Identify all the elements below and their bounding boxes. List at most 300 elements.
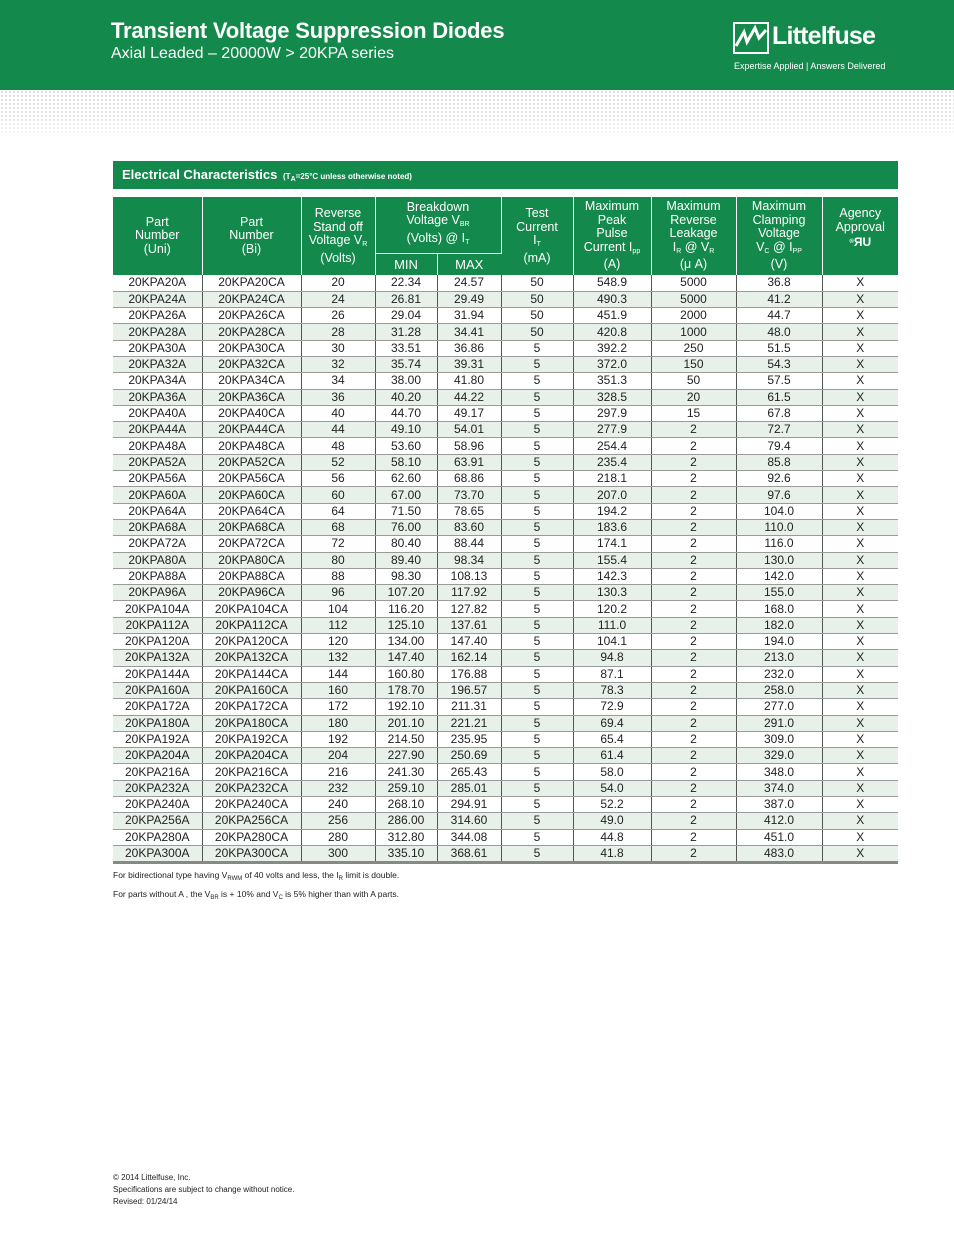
table-cell: 201.10 <box>375 715 437 731</box>
table-cell: 68.86 <box>437 471 501 487</box>
table-cell: 207.0 <box>573 487 651 503</box>
table-cell: 20KPA120A <box>113 634 202 650</box>
table-cell: 235.4 <box>573 454 651 470</box>
table-cell: 36.8 <box>736 275 822 291</box>
table-cell: X <box>822 585 898 601</box>
table-cell: 5 <box>501 813 573 829</box>
table-cell: 20KPA112CA <box>202 617 301 633</box>
table-cell: 265.43 <box>437 764 501 780</box>
table-cell: 20KPA132A <box>113 650 202 666</box>
table-cell: 40 <box>301 405 375 421</box>
table-cell: 49.0 <box>573 813 651 829</box>
table-cell: 387.0 <box>736 797 822 813</box>
table-row <box>113 324 898 340</box>
table-cell: 348.0 <box>736 764 822 780</box>
table-cell: 26 <box>301 308 375 324</box>
table-cell: 50 <box>501 275 573 291</box>
table-cell: 98.30 <box>375 568 437 584</box>
table-cell: 54.3 <box>736 356 822 372</box>
table-cell: 44.70 <box>375 405 437 421</box>
table-cell: 286.00 <box>375 813 437 829</box>
table-cell: 180 <box>301 715 375 731</box>
table-row <box>113 552 898 568</box>
table-cell: 451.9 <box>573 308 651 324</box>
table-cell: 112 <box>301 617 375 633</box>
table-cell: 20KPA160CA <box>202 682 301 698</box>
table-cell: 134.00 <box>375 634 437 650</box>
table-cell: X <box>822 650 898 666</box>
table-cell: 335.10 <box>375 845 437 862</box>
table-cell: X <box>822 422 898 438</box>
col-header-peak-pulse: Maximum Peak Pulse Current $I_{pp}$ (A) <box>573 197 651 275</box>
table-cell: 20KPA34A <box>113 373 202 389</box>
table-cell: 73.70 <box>437 487 501 503</box>
table-cell: 218.1 <box>573 471 651 487</box>
table-cell: 52.2 <box>573 797 651 813</box>
table-row <box>113 699 898 715</box>
table-cell: 5 <box>501 422 573 438</box>
table-cell: 142.0 <box>736 568 822 584</box>
table-cell: 20KPA34CA <box>202 373 301 389</box>
table-cell: 2000 <box>651 308 736 324</box>
table-cell: X <box>822 764 898 780</box>
table-cell: 297.9 <box>573 405 651 421</box>
table-cell: 150 <box>651 356 736 372</box>
table-cell: X <box>822 373 898 389</box>
table-cell: 48.0 <box>736 324 822 340</box>
table-cell: X <box>822 471 898 487</box>
table-cell: 20KPA32CA <box>202 356 301 372</box>
table-cell: 5 <box>501 340 573 356</box>
table-cell: 94.8 <box>573 650 651 666</box>
table-cell: 20KPA104CA <box>202 601 301 617</box>
table-cell: 20KPA32A <box>113 356 202 372</box>
table-cell: 344.08 <box>437 829 501 845</box>
table-cell: 53.60 <box>375 438 437 454</box>
table-row <box>113 585 898 601</box>
table-cell: 211.31 <box>437 699 501 715</box>
table-cell: 20KPA240A <box>113 797 202 813</box>
table-cell: 97.6 <box>736 487 822 503</box>
table-cell: 80.40 <box>375 536 437 552</box>
table-cell: 28 <box>301 324 375 340</box>
table-cell: 20KPA24A <box>113 291 202 307</box>
table-cell: X <box>822 813 898 829</box>
table-row <box>113 813 898 829</box>
table-cell: 176.88 <box>437 666 501 682</box>
table-cell: 232 <box>301 780 375 796</box>
table-cell: 194.2 <box>573 503 651 519</box>
col-header-breakdown: Breakdown Voltage $V_{BR}$ (Volts) @ $I_T$ <box>375 197 501 253</box>
table-cell: 20KPA80A <box>113 552 202 568</box>
table-cell: 294.91 <box>437 797 501 813</box>
table-cell: 80 <box>301 552 375 568</box>
table-cell: 50 <box>501 308 573 324</box>
table-cell: X <box>822 617 898 633</box>
table-row <box>113 650 898 666</box>
table-cell: 20KPA56A <box>113 471 202 487</box>
table-cell: X <box>822 340 898 356</box>
table-cell: 328.5 <box>573 389 651 405</box>
table-cell: 20KPA88CA <box>202 568 301 584</box>
table-cell: 44.7 <box>736 308 822 324</box>
table-cell: 108.13 <box>437 568 501 584</box>
table-row <box>113 617 898 633</box>
table-cell: 258.0 <box>736 682 822 698</box>
table-cell: 1000 <box>651 324 736 340</box>
table-cell: 20KPA40A <box>113 405 202 421</box>
table-cell: 259.10 <box>375 780 437 796</box>
table-cell: 2 <box>651 797 736 813</box>
table-cell: 39.31 <box>437 356 501 372</box>
table-cell: 20KPA72CA <box>202 536 301 552</box>
table-cell: 51.5 <box>736 340 822 356</box>
table-cell: 241.30 <box>375 764 437 780</box>
table-cell: 174.1 <box>573 536 651 552</box>
table-cell: 20KPA20CA <box>202 275 301 291</box>
table-cell: 182.0 <box>736 617 822 633</box>
section-title: Electrical Characteristics <box>122 167 278 182</box>
table-row <box>113 666 898 682</box>
table-cell: 89.40 <box>375 552 437 568</box>
table-cell: 250 <box>651 340 736 356</box>
table-cell: 240 <box>301 797 375 813</box>
table-cell: 20KPA180CA <box>202 715 301 731</box>
table-cell: 2 <box>651 536 736 552</box>
table-cell: 30 <box>301 340 375 356</box>
table-cell: 26.81 <box>375 291 437 307</box>
table-row <box>113 389 898 405</box>
table-cell: X <box>822 666 898 682</box>
table-cell: 194.0 <box>736 634 822 650</box>
table-cell: 5 <box>501 438 573 454</box>
table-cell: X <box>822 699 898 715</box>
table-cell: 20KPA64A <box>113 503 202 519</box>
table-row <box>113 764 898 780</box>
table-cell: X <box>822 634 898 650</box>
table-cell: 20KPA24CA <box>202 291 301 307</box>
table-cell: 5 <box>501 699 573 715</box>
table-cell: 254.4 <box>573 438 651 454</box>
table-cell: 137.61 <box>437 617 501 633</box>
table-cell: 368.61 <box>437 845 501 862</box>
table-row <box>113 797 898 813</box>
table-cell: 268.10 <box>375 797 437 813</box>
table-cell: 5 <box>501 845 573 862</box>
table-cell: 117.92 <box>437 585 501 601</box>
table-cell: 280 <box>301 829 375 845</box>
table-cell: 69.4 <box>573 715 651 731</box>
table-row <box>113 405 898 421</box>
table-cell: 2 <box>651 845 736 862</box>
table-cell: 2 <box>651 731 736 747</box>
page-header <box>0 0 954 90</box>
table-cell: 20KPA192A <box>113 731 202 747</box>
table-cell: 168.0 <box>736 601 822 617</box>
table-cell: 20KPA28CA <box>202 324 301 340</box>
table-cell: 61.5 <box>736 389 822 405</box>
table-row <box>113 780 898 796</box>
table-row <box>113 373 898 389</box>
table-cell: 20KPA204A <box>113 748 202 764</box>
table-cell: 490.3 <box>573 291 651 307</box>
table-cell: 20KPA104A <box>113 601 202 617</box>
copyright: © 2014 Littelfuse, Inc. <box>113 1173 191 1182</box>
table-cell: 5 <box>501 682 573 698</box>
table-cell: 2 <box>651 617 736 633</box>
table-cell: 104 <box>301 601 375 617</box>
table-cell: X <box>822 356 898 372</box>
table-cell: 20KPA172CA <box>202 699 301 715</box>
table-cell: 34 <box>301 373 375 389</box>
table-cell: X <box>822 536 898 552</box>
table-row <box>113 275 898 291</box>
table-cell: 312.80 <box>375 829 437 845</box>
table-cell: X <box>822 601 898 617</box>
table-cell: 20KPA120CA <box>202 634 301 650</box>
table-cell: X <box>822 438 898 454</box>
table-cell: 5 <box>501 780 573 796</box>
table-cell: 5 <box>501 373 573 389</box>
table-cell: 20KPA36CA <box>202 389 301 405</box>
table-cell: 20KPA280CA <box>202 829 301 845</box>
table-cell: 291.0 <box>736 715 822 731</box>
table-cell: X <box>822 324 898 340</box>
table-row <box>113 682 898 698</box>
table-cell: 85.8 <box>736 454 822 470</box>
table-cell: 34.41 <box>437 324 501 340</box>
table-cell: 120 <box>301 634 375 650</box>
table-cell: 5 <box>501 666 573 682</box>
table-cell: 20KPA30A <box>113 340 202 356</box>
table-cell: 155.4 <box>573 552 651 568</box>
table-cell: 5 <box>501 829 573 845</box>
table-cell: 227.90 <box>375 748 437 764</box>
table-cell: 309.0 <box>736 731 822 747</box>
table-cell: 20KPA256A <box>113 813 202 829</box>
table-cell: 31.94 <box>437 308 501 324</box>
table-cell: 20KPA204CA <box>202 748 301 764</box>
table-cell: 256 <box>301 813 375 829</box>
table-cell: X <box>822 715 898 731</box>
table-cell: 110.0 <box>736 519 822 535</box>
table-cell: X <box>822 797 898 813</box>
table-cell: 2 <box>651 585 736 601</box>
table-row <box>113 291 898 307</box>
table-cell: 2 <box>651 715 736 731</box>
table-cell: X <box>822 487 898 503</box>
table-cell: X <box>822 503 898 519</box>
table-row <box>113 731 898 747</box>
table-cell: 104.0 <box>736 503 822 519</box>
table-row <box>113 438 898 454</box>
table-cell: 20KPA180A <box>113 715 202 731</box>
table-cell: 20KPA72A <box>113 536 202 552</box>
table-cell: X <box>822 291 898 307</box>
table-cell: 20KPA232A <box>113 780 202 796</box>
table-cell: 277.9 <box>573 422 651 438</box>
table-cell: 20KPA68CA <box>202 519 301 535</box>
table-row <box>113 422 898 438</box>
table-notes <box>113 870 399 908</box>
disclaimer: Specifications are subject to change without notice. <box>113 1185 295 1194</box>
table-cell: 142.3 <box>573 568 651 584</box>
table-cell: 213.0 <box>736 650 822 666</box>
table-cell: 2 <box>651 780 736 796</box>
table-cell: 29.49 <box>437 291 501 307</box>
table-cell: 50 <box>501 324 573 340</box>
page-subtitle: Axial Leaded – 20000W > 20KPA series <box>111 45 394 62</box>
table-cell: 20KPA48CA <box>202 438 301 454</box>
table-cell: 116.0 <box>736 536 822 552</box>
table-cell: 5 <box>501 617 573 633</box>
table-cell: 20 <box>651 389 736 405</box>
table-cell: 2 <box>651 650 736 666</box>
table-cell: X <box>822 568 898 584</box>
table-row <box>113 340 898 356</box>
table-cell: 5 <box>501 471 573 487</box>
table-cell: 36.86 <box>437 340 501 356</box>
table-cell: 2 <box>651 471 736 487</box>
table-cell: 40.20 <box>375 389 437 405</box>
table-cell: 20KPA30CA <box>202 340 301 356</box>
table-cell: 5 <box>501 552 573 568</box>
table-cell: 20KPA64CA <box>202 503 301 519</box>
table-cell: X <box>822 845 898 862</box>
table-cell: 72 <box>301 536 375 552</box>
table-row <box>113 845 898 862</box>
table-cell: 420.8 <box>573 324 651 340</box>
table-cell: 62.60 <box>375 471 437 487</box>
table-cell: 329.0 <box>736 748 822 764</box>
table-cell: 61.4 <box>573 748 651 764</box>
table-row <box>113 454 898 470</box>
table-cell: 58.96 <box>437 438 501 454</box>
table-cell: 5 <box>501 389 573 405</box>
table-cell: 64 <box>301 503 375 519</box>
table-cell: 87.1 <box>573 666 651 682</box>
table-cell: 5 <box>501 356 573 372</box>
table-cell: 54.0 <box>573 780 651 796</box>
table-cell: 58.10 <box>375 454 437 470</box>
table-cell: 58.0 <box>573 764 651 780</box>
table-cell: 2 <box>651 764 736 780</box>
table-cell: 20KPA216A <box>113 764 202 780</box>
table-cell: 183.6 <box>573 519 651 535</box>
ul-recognized-icon: ®ЯU <box>849 235 872 249</box>
page-title: Transient Voltage Suppression Diodes <box>111 18 505 43</box>
table-cell: X <box>822 405 898 421</box>
table-cell: 125.10 <box>375 617 437 633</box>
table-cell: 48 <box>301 438 375 454</box>
table-cell: X <box>822 308 898 324</box>
table-cell: 65.4 <box>573 731 651 747</box>
table-row <box>113 471 898 487</box>
table-row <box>113 601 898 617</box>
table-cell: 98.34 <box>437 552 501 568</box>
table-cell: 5000 <box>651 291 736 307</box>
table-cell: 20KPA44A <box>113 422 202 438</box>
section-note: ($T_A=25^\circ C$ unless otherwise noted) <box>283 172 412 183</box>
table-cell: 24 <box>301 291 375 307</box>
table-cell: 5 <box>501 487 573 503</box>
col-header-test-current: Test Current $I_T$ (mA) <box>501 197 573 275</box>
table-cell: 204 <box>301 748 375 764</box>
table-cell: 63.91 <box>437 454 501 470</box>
table-cell: 5 <box>501 601 573 617</box>
table-cell: 20KPA192CA <box>202 731 301 747</box>
table-cell: 20KPA56CA <box>202 471 301 487</box>
table-cell: 20KPA96CA <box>202 585 301 601</box>
table-cell: 2 <box>651 519 736 535</box>
table-cell: 20KPA172A <box>113 699 202 715</box>
table-cell: 214.50 <box>375 731 437 747</box>
table-cell: 88 <box>301 568 375 584</box>
table-cell: 44.22 <box>437 389 501 405</box>
table-row <box>113 519 898 535</box>
littelfuse-logo-icon <box>733 22 769 54</box>
table-cell: 351.3 <box>573 373 651 389</box>
table-cell: X <box>822 780 898 796</box>
table-cell: 5 <box>501 519 573 535</box>
table-row <box>113 634 898 650</box>
table-cell: 5 <box>501 634 573 650</box>
table-row <box>113 356 898 372</box>
table-cell: 2 <box>651 682 736 698</box>
table-cell: 68 <box>301 519 375 535</box>
table-cell: 50 <box>501 291 573 307</box>
table-cell: 5 <box>501 715 573 731</box>
table-cell: 147.40 <box>375 650 437 666</box>
table-cell: 71.50 <box>375 503 437 519</box>
table-cell: X <box>822 731 898 747</box>
table-cell: 2 <box>651 454 736 470</box>
table-cell: 5 <box>501 764 573 780</box>
table-cell: 92.6 <box>736 471 822 487</box>
table-cell: 20KPA68A <box>113 519 202 535</box>
table-cell: 20KPA216CA <box>202 764 301 780</box>
table-cell: 20KPA256CA <box>202 813 301 829</box>
table-cell: 5 <box>501 797 573 813</box>
table-cell: 2 <box>651 666 736 682</box>
col-header-agency: Agency Approval ®ЯU <box>822 197 898 275</box>
table-cell: 44 <box>301 422 375 438</box>
table-cell: 2 <box>651 699 736 715</box>
table-cell: 2 <box>651 422 736 438</box>
table-cell: 20KPA80CA <box>202 552 301 568</box>
table-row <box>113 308 898 324</box>
table-cell: 111.0 <box>573 617 651 633</box>
table-cell: 24.57 <box>437 275 501 291</box>
table-cell: 196.57 <box>437 682 501 698</box>
table-cell: 5000 <box>651 275 736 291</box>
table-cell: 20 <box>301 275 375 291</box>
table-cell: 54.01 <box>437 422 501 438</box>
table-cell: 5 <box>501 454 573 470</box>
note-bidirectional: For bidirectional type having $V_{RWM}$ of 40 volts and less, the $I_R$ limit is double. <box>113 870 400 882</box>
electrical-characteristics-table <box>113 197 898 864</box>
table-cell: 78.3 <box>573 682 651 698</box>
table-cell: 20KPA52CA <box>202 454 301 470</box>
table-cell: 5 <box>501 748 573 764</box>
table-cell: 41.2 <box>736 291 822 307</box>
table-cell: 20KPA144CA <box>202 666 301 682</box>
table-cell: 221.21 <box>437 715 501 731</box>
table-cell: 178.70 <box>375 682 437 698</box>
table-cell: 41.80 <box>437 373 501 389</box>
table-cell: 20KPA44CA <box>202 422 301 438</box>
table-cell: 130.0 <box>736 552 822 568</box>
